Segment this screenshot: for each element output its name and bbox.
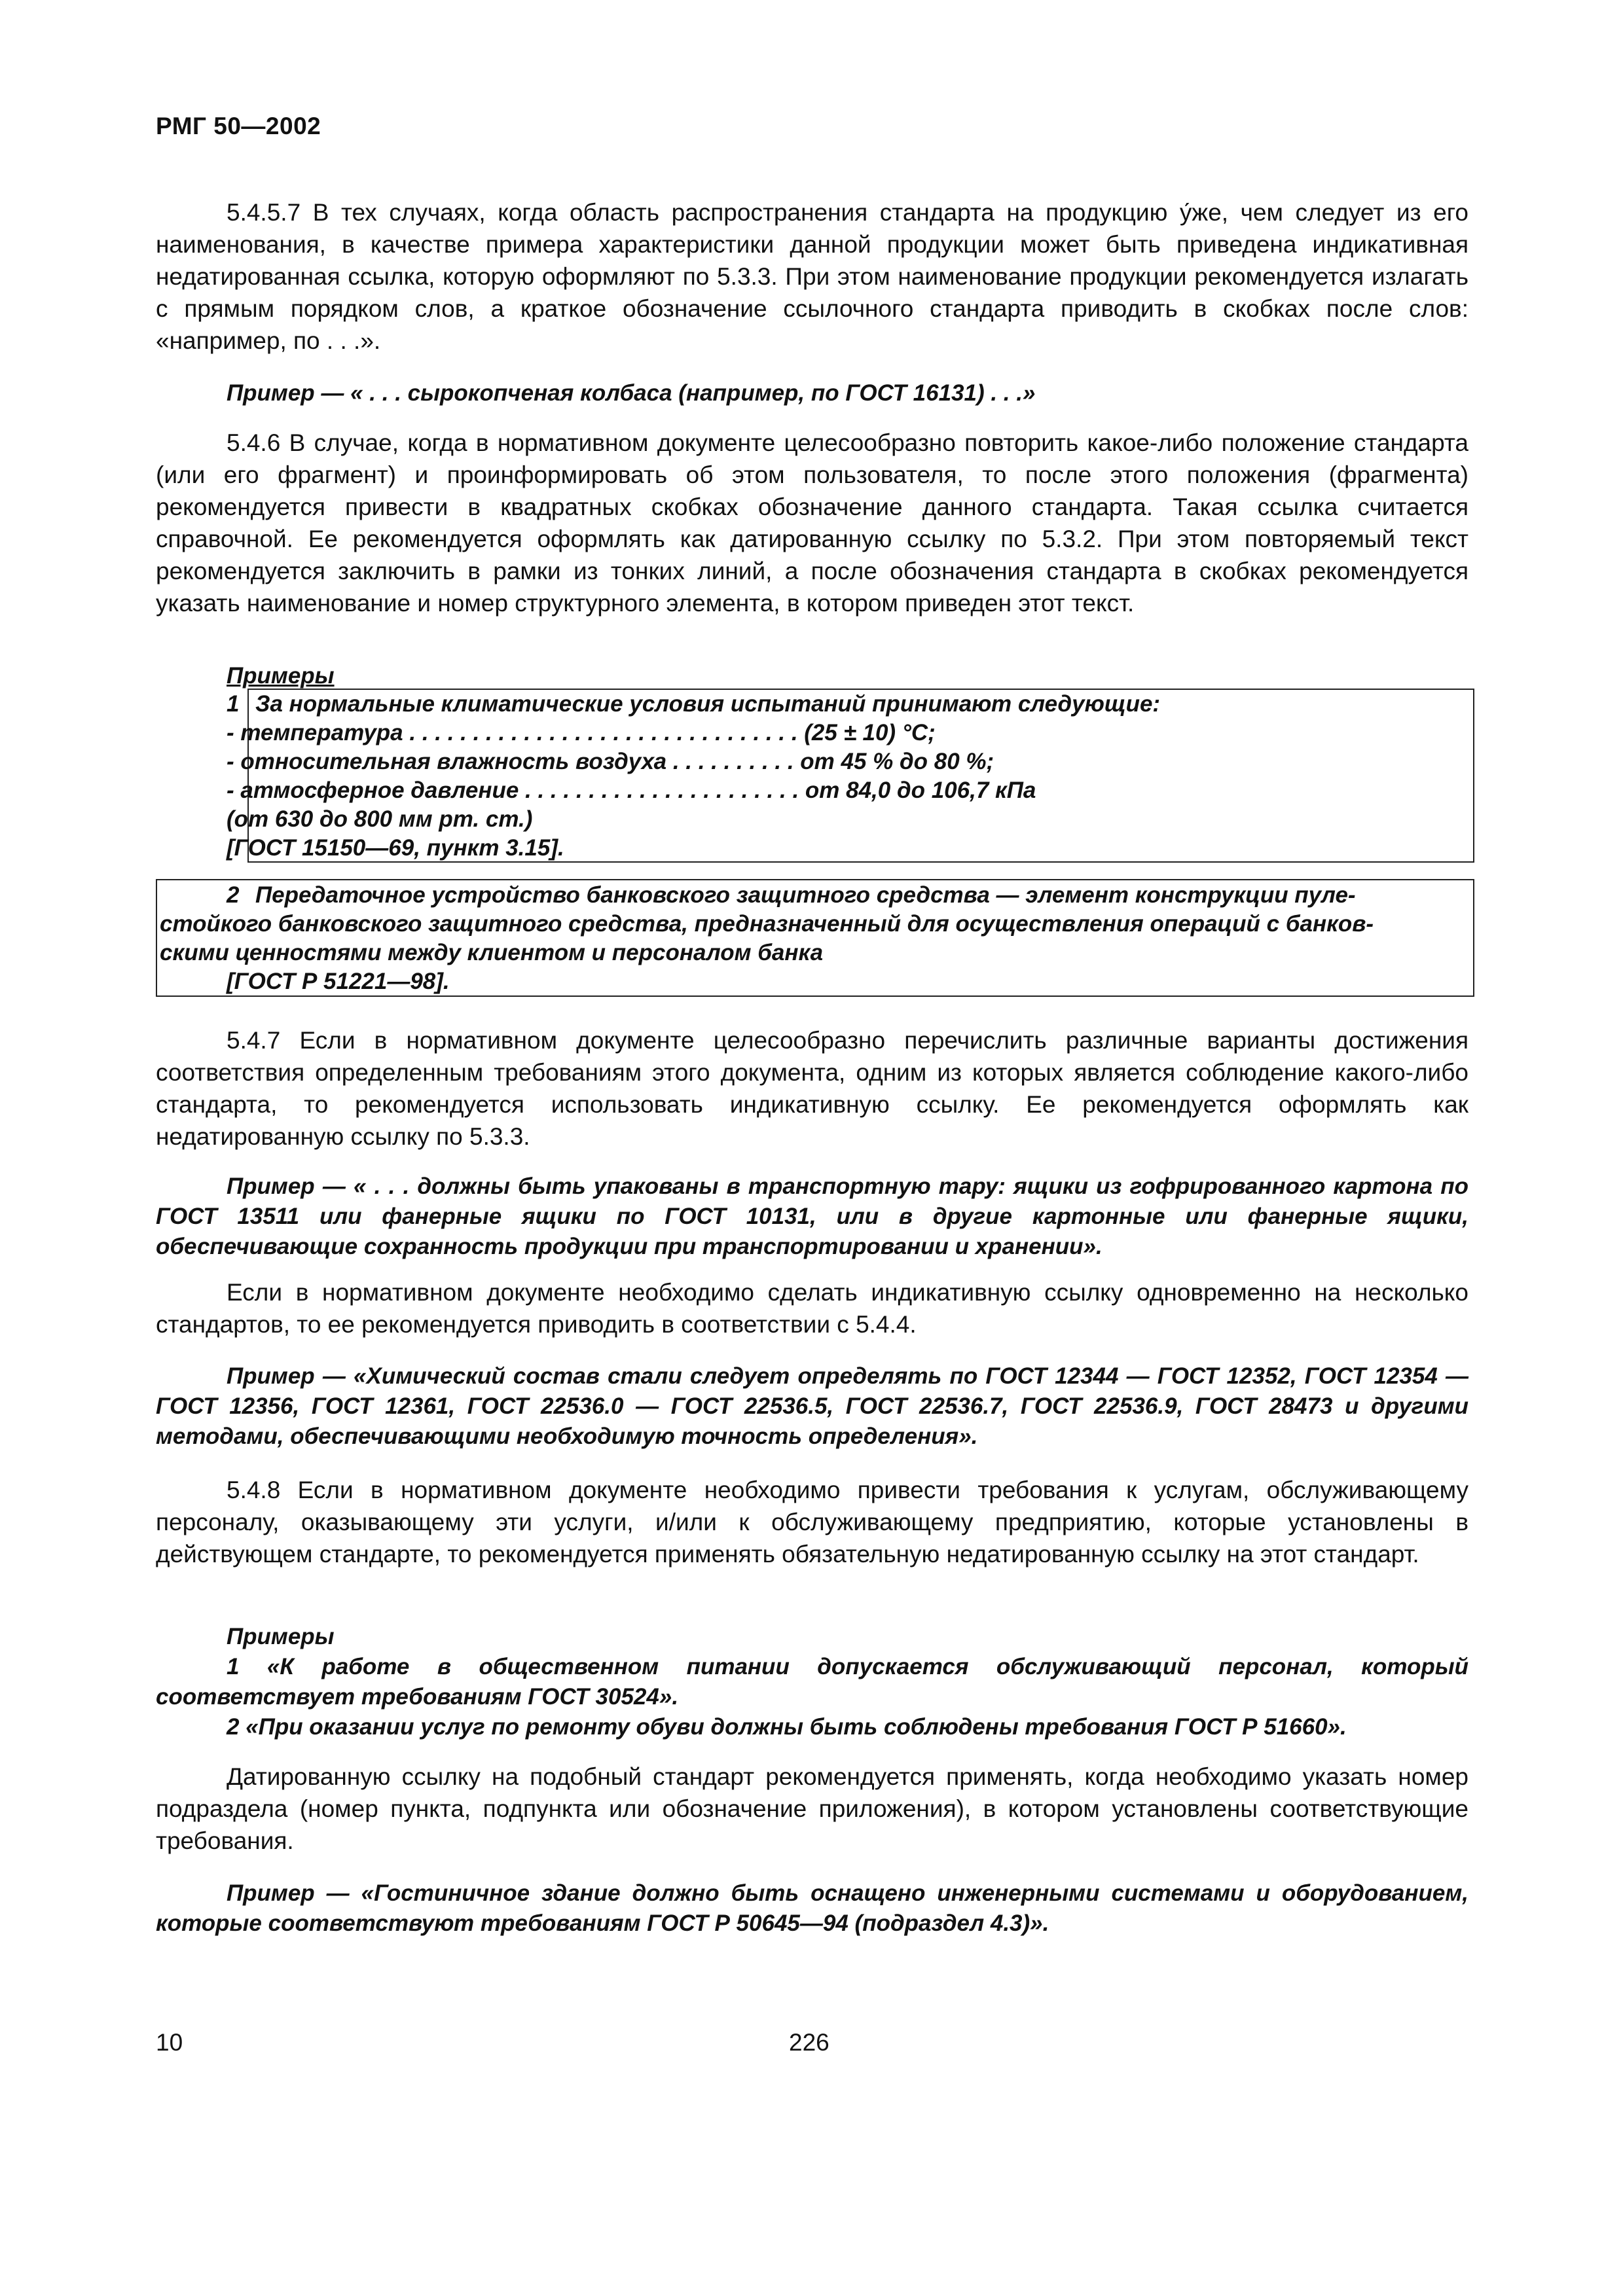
box1-reference: [ГОСТ 15150—69, пункт 3.15]. [227,835,564,861]
box2-reference: [ГОСТ Р 51221—98]. [227,969,450,994]
page-header: РМГ 50—2002 [156,113,321,139]
paragraph-text: Датированную ссылку на подобный стандарт рекомендуется применять, когда необходимо указать номер подраздела (номер пункта, подпункта или обозначение приложения), в котором установлены соответствующие требования. [156,1763,1468,1854]
example-text: Пример — « . . . должны быть упакованы в транспортную тару: ящики из гофрированного картона по ГОСТ 13511 или фанерные ящики по ГОСТ 10131, или в другие картонные или фанерные ящики, обеспечивающие сохранность продукции при транспортировании и хранении». [156,1174,1468,1259]
paragraph-dated-ref [156,1761,1468,1857]
paragraph-text: 5.4.7 Если в нормативном документе целесообразно перечислить различные варианты достижения соответствия определенным требованиям этого документа, одним из которых является соблюдение какого-либо стандарта, то рекомендуется использовать индикативную ссылку. Ее рекомендуется оформлять как недатированную ссылку по 5.3.3. [156,1027,1468,1150]
examples-heading [156,661,1468,691]
paragraph-547 [156,1024,1468,1153]
example-item: 2 «При оказании услуг по ремонту обуви должны быть соблюдены требования ГОСТ Р 51660». [227,1714,1347,1740]
paragraph-text: 5.4.5.7 В тех случаях, когда область распространения стандарта на продукцию у́же, чем следует из его наименования, в качестве примера характеристики данной продукции может быть приведена индикативная недатированная ссылка, которую оформляют по 5.3.3. При этом наименование продукции рекомендуется излагать с прямым порядком слов, а краткое обозначение ссылочного стандарта приводить в скобках после слов: «например, по . . .». [156,199,1468,354]
box1-line: - относительная влажность воздуха . . . . . . . . . . от 45 % до 80 %; [227,749,994,774]
box1-number: 1 [227,691,240,717]
examples-block-2 [156,1622,1468,1742]
box2-number: 2 [227,882,240,908]
box2-line: стойкого банковского защитного средства, предназначенный для осуществления операций с банков- [160,911,1374,937]
box2-line: скими ценностями между клиентом и персоналом банка [160,940,824,965]
example-3 [156,1361,1468,1452]
examples-title: Примеры [227,663,335,689]
page-number-left: 10 [156,2029,183,2056]
example-text: Пример — « . . . сырокопченая колбаса (например, по ГОСТ 16131) . . .» [227,380,1036,406]
box1-line: За нормальные климатические условия испытаний принимают следующие: [255,691,1161,717]
paragraph-5457 [156,196,1468,357]
paragraph-548 [156,1474,1468,1570]
example-1 [156,378,1468,408]
example-text: Пример — «Химический состав стали следует определять по ГОСТ 12344 — ГОСТ 12352, ГОСТ 12354 — ГОСТ 12356, ГОСТ 12361, ГОСТ 22536.0 — ГОСТ 22536.5, ГОСТ 22536.7, ГОСТ 22536.9, ГОСТ 28473 и другими методами, обеспечивающими необходимую точность определения». [156,1363,1468,1449]
box1-line: (от 630 до 800 мм рт. ст.) [227,806,533,832]
box1-line: - атмосферное давление . . . . . . . . . . . . . . . . . . . . . . от 84,0 до 106,7 кПа [227,778,1036,803]
page-number-center: 226 [789,2029,830,2056]
paragraph-text: 5.4.8 Если в нормативном документе необходимо привести требования к услугам, обслуживающему персоналу, оказывающему эти услуги, и/или к обслуживающему предприятию, которые установлены в действующем стандарте, то рекомендуется применять обязательную недатированную ссылку на этот стандарт. [156,1477,1468,1568]
example-item: 1 «К работе в общественном питании допускается обслуживающий персонал, который соответствует требованиям ГОСТ 30524». [156,1654,1468,1710]
example-text: Пример — «Гостиничное здание должно быть оснащено инженерными системами и оборудованием, которые соответствуют требованиям ГОСТ Р 50645—94 (подраздел 4.3)». [156,1880,1468,1936]
paragraph-546 [156,427,1468,619]
paragraph-multiple-refs [156,1276,1468,1340]
box2-line: Передаточное устройство банковского защитного средства — элемент конструкции пуле- [255,882,1356,908]
paragraph-text: Если в нормативном документе необходимо сделать индикативную ссылку одновременно на несколько стандартов, то ее рекомендуется приводить в соответствии с 5.4.4. [156,1279,1468,1338]
examples-title: Примеры [227,1624,335,1649]
example-2 [156,1172,1468,1262]
example-5 [156,1878,1468,1939]
box1-line: - температура . . . . . . . . . . . . . . . . . . . . . . . . . . . . . . . (25 ± 10) °С; [227,720,936,745]
paragraph-text: 5.4.6 В случае, когда в нормативном документе целесообразно повторить какое-либо положение стандарта (или его фрагмент) и проинформировать об этом пользователя, то после этого положения (фрагмента) рекомендуется привести в квадратных скобках обозначение данного стандарта. Такая ссылка считается справочной. Ее рекомендуется оформлять как датированную ссылку по 5.3.2. При этом повторяемый текст рекомендуется заключить в рамки из тонких линий, а после обозначения стандарта в скобках рекомендуется указать наименование и номер структурного элемента, в котором приведен этот текст. [156,429,1468,617]
